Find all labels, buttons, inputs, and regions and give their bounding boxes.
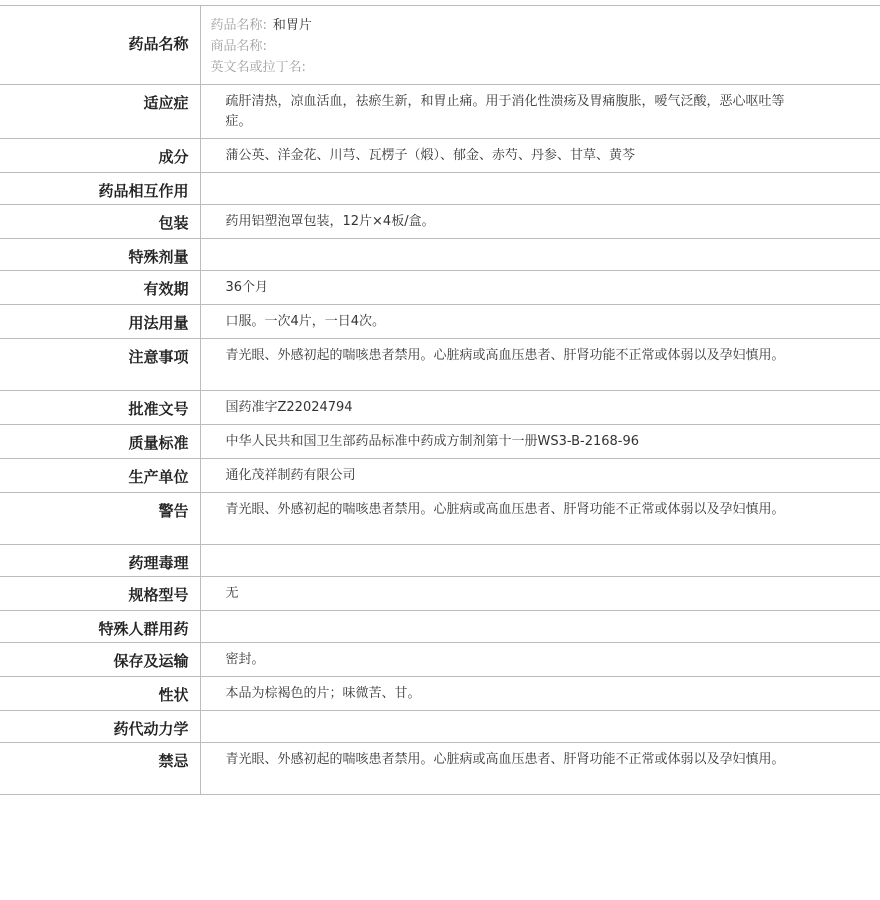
row-value: 国药准字Z22024794 xyxy=(200,391,880,425)
row-label: 禁忌 xyxy=(0,743,200,795)
row-value xyxy=(200,545,880,577)
row-label: 包装 xyxy=(0,205,200,239)
table-row-special-dosage xyxy=(0,239,880,271)
drug-info-table xyxy=(0,5,880,795)
table-row-shelf-life xyxy=(0,271,880,305)
row-label: 生产单位 xyxy=(0,459,200,493)
drug-name-block xyxy=(200,6,880,85)
row-value: 药用铝塑泡罩包装，12片×4板/盒。 xyxy=(200,205,880,239)
row-label: 药理毒理 xyxy=(0,545,200,577)
row-value xyxy=(200,611,880,643)
row-value: 口服。一次4片，一日4次。 xyxy=(200,305,880,339)
row-value: 蒲公英、洋金花、川芎、瓦楞子（煅）、郁金、赤芍、丹参、甘草、黄芩 xyxy=(200,139,880,173)
trade-name-key: 商品名称: xyxy=(210,39,267,54)
row-label: 成分 xyxy=(0,139,200,173)
trade-name-line xyxy=(211,36,880,57)
table-row-warning xyxy=(0,493,880,545)
row-value: 青光眼、外感初起的喘咳患者禁用。心脏病或高血压患者、肝肾功能不正常或体弱以及孕妇慎用。 xyxy=(200,743,880,795)
table-row-drug-name xyxy=(0,6,880,85)
generic-name-value: 和胃片 xyxy=(272,18,312,33)
row-value: 疏肝清热，凉血活血，祛瘀生新，和胃止痛。用于消化性溃疡及胃痛腹胀，嗳气泛酸，恶心呕吐等症。 xyxy=(200,85,880,139)
row-value: 青光眼、外感初起的喘咳患者禁用。心脏病或高血压患者、肝肾功能不正常或体弱以及孕妇慎用。 xyxy=(200,339,880,391)
row-label: 警告 xyxy=(0,493,200,545)
row-label: 批准文号 xyxy=(0,391,200,425)
table-row-contraindications xyxy=(0,743,880,795)
row-value: 中华人民共和国卫生部药品标准中药成方制剂第十一册WS3-B-2168-96 xyxy=(200,425,880,459)
row-label: 药品名称 xyxy=(0,6,200,85)
table-row-packaging xyxy=(0,205,880,239)
table-row-manufacturer xyxy=(0,459,880,493)
row-label: 有效期 xyxy=(0,271,200,305)
row-label: 药品相互作用 xyxy=(0,173,200,205)
row-label: 特殊人群用药 xyxy=(0,611,200,643)
row-label: 性状 xyxy=(0,677,200,711)
table-row-approval-number xyxy=(0,391,880,425)
row-label: 用法用量 xyxy=(0,305,200,339)
row-value xyxy=(200,239,880,271)
generic-name-line xyxy=(211,15,880,36)
table-row-specification xyxy=(0,577,880,611)
row-value: 本品为棕褐色的片；味微苦、甘。 xyxy=(200,677,880,711)
table-row-special-populations xyxy=(0,611,880,643)
row-label: 质量标准 xyxy=(0,425,200,459)
row-label: 特殊剂量 xyxy=(0,239,200,271)
english-name-key: 英文名或拉丁名: xyxy=(210,60,306,75)
row-label: 药代动力学 xyxy=(0,711,200,743)
table-row-storage xyxy=(0,643,880,677)
table-row-dosage xyxy=(0,305,880,339)
row-value xyxy=(200,173,880,205)
row-value xyxy=(200,711,880,743)
row-value: 密封。 xyxy=(200,643,880,677)
row-label: 注意事项 xyxy=(0,339,200,391)
table-row-description xyxy=(0,677,880,711)
row-label: 规格型号 xyxy=(0,577,200,611)
row-label: 保存及运输 xyxy=(0,643,200,677)
row-value: 无 xyxy=(200,577,880,611)
row-value: 通化茂祥制药有限公司 xyxy=(200,459,880,493)
table-row-pharmacology xyxy=(0,545,880,577)
row-value: 36个月 xyxy=(200,271,880,305)
table-row-ingredients xyxy=(0,139,880,173)
row-value: 青光眼、外感初起的喘咳患者禁用。心脏病或高血压患者、肝肾功能不正常或体弱以及孕妇慎用。 xyxy=(200,493,880,545)
table-row-precautions xyxy=(0,339,880,391)
english-name-line xyxy=(211,57,880,78)
table-row-interactions xyxy=(0,173,880,205)
table-row-pharmacokinetics xyxy=(0,711,880,743)
table-row-indications xyxy=(0,85,880,139)
table-row-quality-standard xyxy=(0,425,880,459)
row-label: 适应症 xyxy=(0,85,200,139)
generic-name-key: 药品名称: xyxy=(210,18,267,33)
